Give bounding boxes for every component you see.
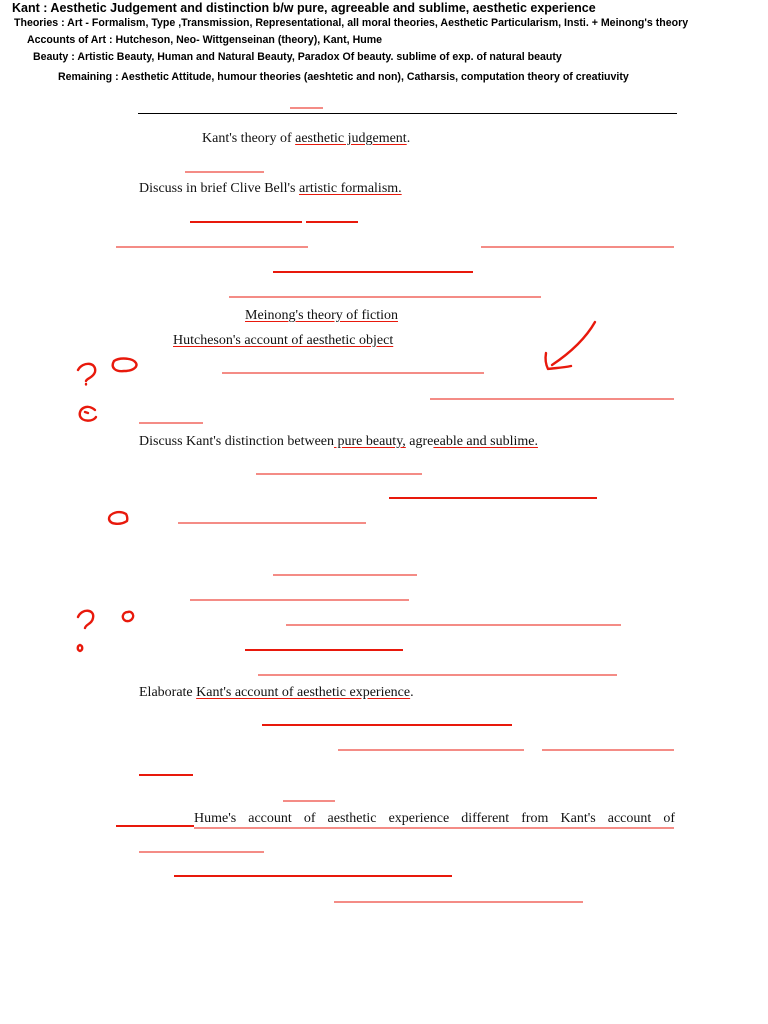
question-clive-bell-formalism [139, 181, 402, 197]
question-mark-dot [78, 645, 83, 651]
remaining-line: Remaining : Aesthetic Attitude, humour theories (aeshtetic and non), Catharsis, computation theory of creatiuvity [58, 71, 629, 83]
question-meinong-fiction [245, 308, 398, 324]
underlined-phrase: eable and sublime. [433, 434, 538, 449]
theories-line: Theories : Art - Formalism, Type ,Transmission, Representational, all moral theories, Aesthetic Particularism, Insti. + Meinong's theory [14, 17, 689, 29]
question-text: Elaborate [139, 685, 197, 700]
accounts-line: Accounts of Art : Hutcheson, Neo- Wittgenseinan (theory), Kant, Hume [27, 34, 383, 46]
hand-drawn-c-tick [85, 412, 88, 413]
hand-drawn-circle-icon [123, 612, 133, 621]
question-hume-vs-kant [194, 811, 675, 827]
hand-drawn-loop-icon [109, 512, 127, 524]
question-text: Hume's account of aesthetic experience different from Kant's account of [194, 811, 675, 826]
question-hutcheson-object [173, 333, 393, 349]
beauty-line: Beauty : Artistic Beauty, Human and Natural Beauty, Paradox Of beauty. sublime of exp. of natural beauty [33, 51, 562, 63]
underlined-phrase: Meinong's theory of fiction [245, 308, 398, 323]
question-text: Discuss Kant's distinction between [139, 434, 334, 449]
question-text: . [406, 131, 411, 146]
question-text: Kant's theory of [202, 131, 296, 146]
check-arrow-head [546, 353, 571, 369]
question-kant-aesthetic-judgement [202, 131, 410, 147]
question-text: . [410, 685, 414, 700]
hand-drawn-loop-icon [113, 359, 137, 372]
document-title: Kant : Aesthetic Judgement and distinction b/w pure, agreeable and sublime, aesthetic experience [12, 1, 596, 15]
underlined-phrase: Kant's account of aesthetic experience [196, 685, 411, 700]
check-arrow-icon [552, 322, 595, 365]
underlined-phrase: Hutcheson's account of aesthetic object [173, 333, 394, 348]
question-mark-icon [78, 611, 93, 628]
question-text: agre [405, 434, 434, 449]
question-mark-icon [78, 364, 95, 381]
underlined-phrase: aesthetic judgement [295, 131, 407, 146]
question-text: Discuss in brief Clive Bell's [139, 181, 300, 196]
hand-drawn-c-icon [80, 407, 96, 421]
underlined-phrase: pure beauty, [334, 434, 406, 449]
question-kant-distinction [139, 434, 538, 450]
question-kant-aesthetic-experience [139, 685, 414, 701]
header-divider [138, 113, 677, 114]
underlined-phrase: artistic formalism. [299, 181, 402, 196]
